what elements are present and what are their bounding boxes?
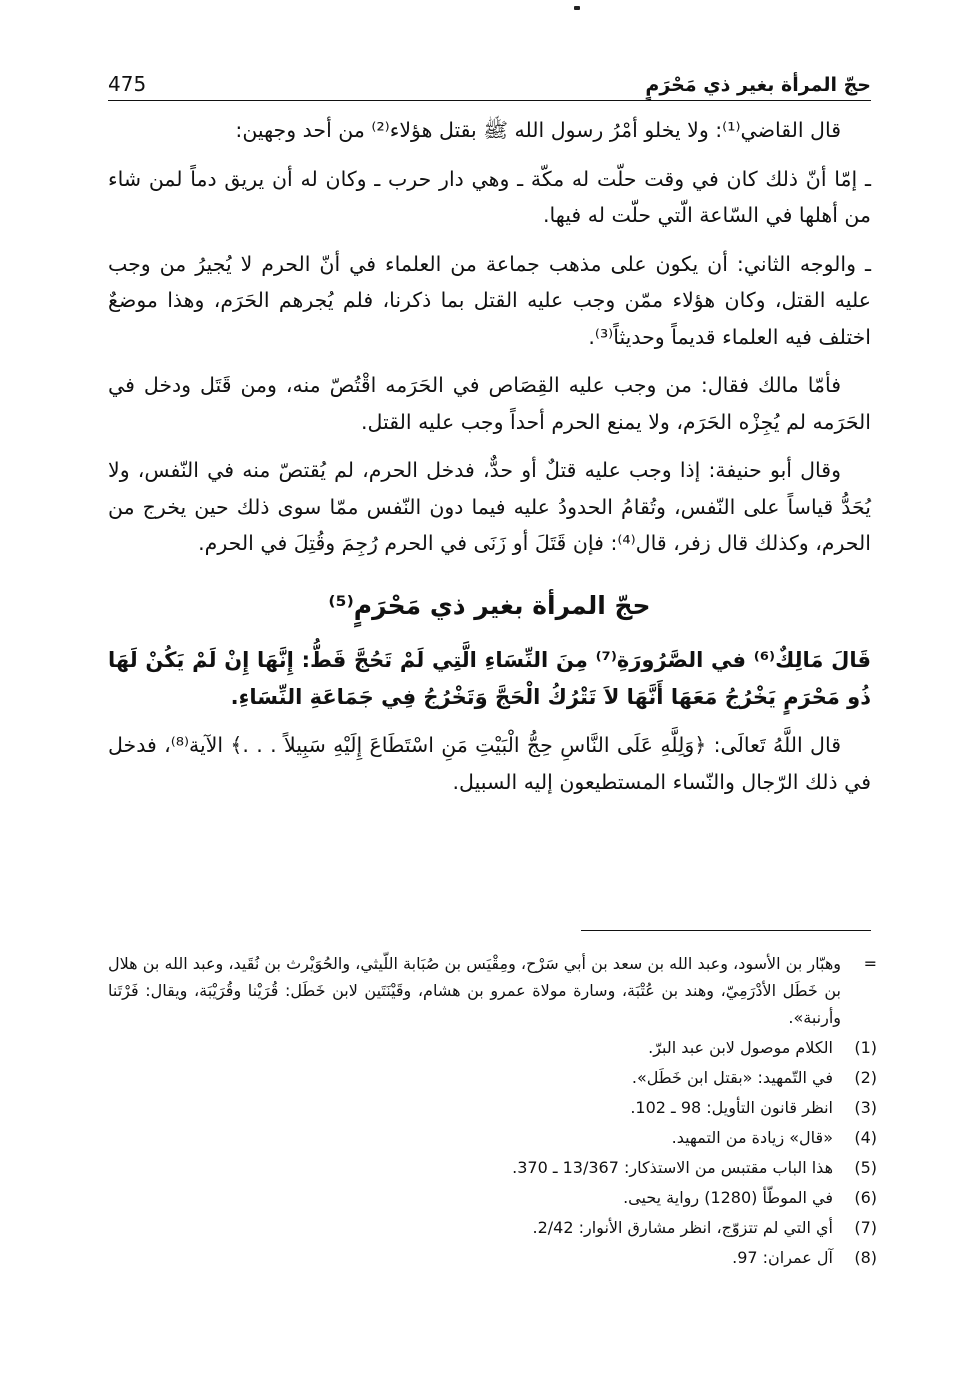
paragraph-4: فأمّا مالك فقال: من وجب عليه القِصَاص في الحَرَمه اقْتُصّ منه، ومن قَتَل ودخل في الحَرَمه لم يُجِزْه الحَرَم، ولا يمنع الحرم أحداً وجب عليه القتل. xyxy=(108,373,871,434)
footnote-number: (4) xyxy=(854,1128,877,1147)
footnote-continuation xyxy=(108,950,877,1031)
footnote-3 xyxy=(108,1094,877,1121)
hadith-text: قَالَ مَالِكٌ⁽⁶⁾ في الصَّرُورَةِ⁽⁷⁾ مِنَ النِّسَاءِ الَّتِي لَمْ تَحُجَّ قَطُّ: إِنَّهَا إِنْ لَمْ يَكُنْ لَهَا ذُو مَحْرَمٍ يَخْرُجُ مَعَهَا أَنَّهَا لاَ تَتْرُكُ الْحَجَّ وَتَخْرُجُ فِي جَمَاعَةِ النِّسَاءِ. xyxy=(108,648,871,709)
footnote-4 xyxy=(108,1124,877,1151)
footnote-8 xyxy=(108,1244,877,1271)
running-title: حجّ المرأة بغير ذي مَحْرَمٍ xyxy=(645,74,871,96)
footnote-text: في الموطّأ (1280) رواية يحيى. xyxy=(623,1188,833,1207)
footnote-1 xyxy=(108,1034,877,1061)
page-number: 475 xyxy=(108,72,147,96)
footnote-number: (5) xyxy=(854,1158,877,1177)
footnote-7 xyxy=(108,1214,877,1241)
footnote-separator xyxy=(581,930,871,931)
paragraph-2: ـ إمّا أنّ ذلك كان في وقت حلّت له مكّة ـ وهي دار حرب ـ وكان له أن يريق دماً لمن شاء من أهلها في السّاعة الّتي حلّت له فيها. xyxy=(108,166,871,227)
footnote-text: آل عمران: 97. xyxy=(732,1248,833,1267)
footnote-text: «قال» زيادة من التمهيد. xyxy=(671,1128,833,1147)
footnote-number: (3) xyxy=(854,1098,877,1117)
footnote-text: انظر قانون التأويل: 98 ـ 102. xyxy=(630,1098,833,1117)
paragraph-3: ـ والوجه الثاني: أن يكون على مذهب جماعة من العلماء في أنّ الحرم لا يُجيرُ من وجب عليه القتل، وكان هؤلاء ممّن وجب عليه القتل بما ذكرنا، فلم يُجرهم الحَرَم، وهذا موضعٌ اختلف فيه العلماء قديماً وحديثاً⁽³⁾. xyxy=(108,251,871,349)
footnote-number: (1) xyxy=(854,1038,877,1057)
main-text xyxy=(108,112,871,812)
footnote-text: هذا الباب مقتبس من الاستذكار: 13/367 ـ 370. xyxy=(512,1158,833,1177)
footnotes xyxy=(108,950,877,1274)
footnote-number: (6) xyxy=(854,1188,877,1207)
footnote-text: الكلام موصول لابن عبد البرّ. xyxy=(648,1038,833,1057)
footnote-text: أي التي لم تتزوّج، انظر مشارق الأنوار: 2/42. xyxy=(532,1218,833,1237)
print-mark xyxy=(574,6,580,10)
footnote-number: (7) xyxy=(854,1218,877,1237)
footnote-2 xyxy=(108,1064,877,1091)
continuation-text: وهبّار بن الأسود، وعبد الله بن سعد بن أبي سَرْح، ومِقْيَس بن صُبَابة اللّيثي، والحُوَيْرث بن نُقَيد، وعبد الله بن هلال بن خَطَل الأدْرَمِيّ، وهند بن عُتْبَة، وسارة مولاة عمرو بن هشام، وقَيْنَتَين لابن خَطَل: قُرَيْنا وقُرَيْبَة، ويقال: فَرْتَنا وأرنبة». xyxy=(108,954,841,1027)
page-header xyxy=(108,64,871,101)
footnote-text: في التّمهيد: «بقتل ابن خَطَل». xyxy=(631,1068,833,1087)
footnote-5 xyxy=(108,1154,877,1181)
section-title: حجّ المرأة بغير ذي مَحْرَمٍ⁽⁵⁾ xyxy=(328,590,651,620)
paragraph-final: قال اللَّهُ تَعالَى: ﴿وَلِلَّهِ عَلَى النَّاسِ حِجُّ الْبَيْتِ مَنِ اسْتَطَاعَ إِلَيْهِ سَبِيلاً . . .﴾ الآية⁽⁸⁾، فدخل في ذلك الرّجال والنّساء المستطيعون إليه السبيل. xyxy=(108,733,871,794)
footnote-number: (2) xyxy=(854,1068,877,1087)
footnote-number: (8) xyxy=(854,1248,877,1267)
continuation-marker: = xyxy=(863,954,877,973)
paragraph-1: قال القاضي⁽¹⁾: ولا يخلو أمْرُ رسول الله ﷺ بقتل هؤلاء⁽²⁾ من أحد وجهين: xyxy=(235,118,841,142)
paragraph-5: وقال أبو حنيفة: إذا وجب عليه قتلٌ أو حدٌّ، فدخل الحرم، لم يُقتصّ منه في النّفس، ولا يُحَدُّ قياساً على النّفس، وتُقامُ الحدودُ عليه فيما دون النّفس ممّا سوى ذلك حين يخرج من الحرم، وكذلك قال زفر، قال⁽⁴⁾: فإن قَتَلَ أو زَنَى في الحرم رُجِمَ وقُتِلَ في الحرم. xyxy=(108,458,871,555)
footnote-6 xyxy=(108,1184,877,1211)
